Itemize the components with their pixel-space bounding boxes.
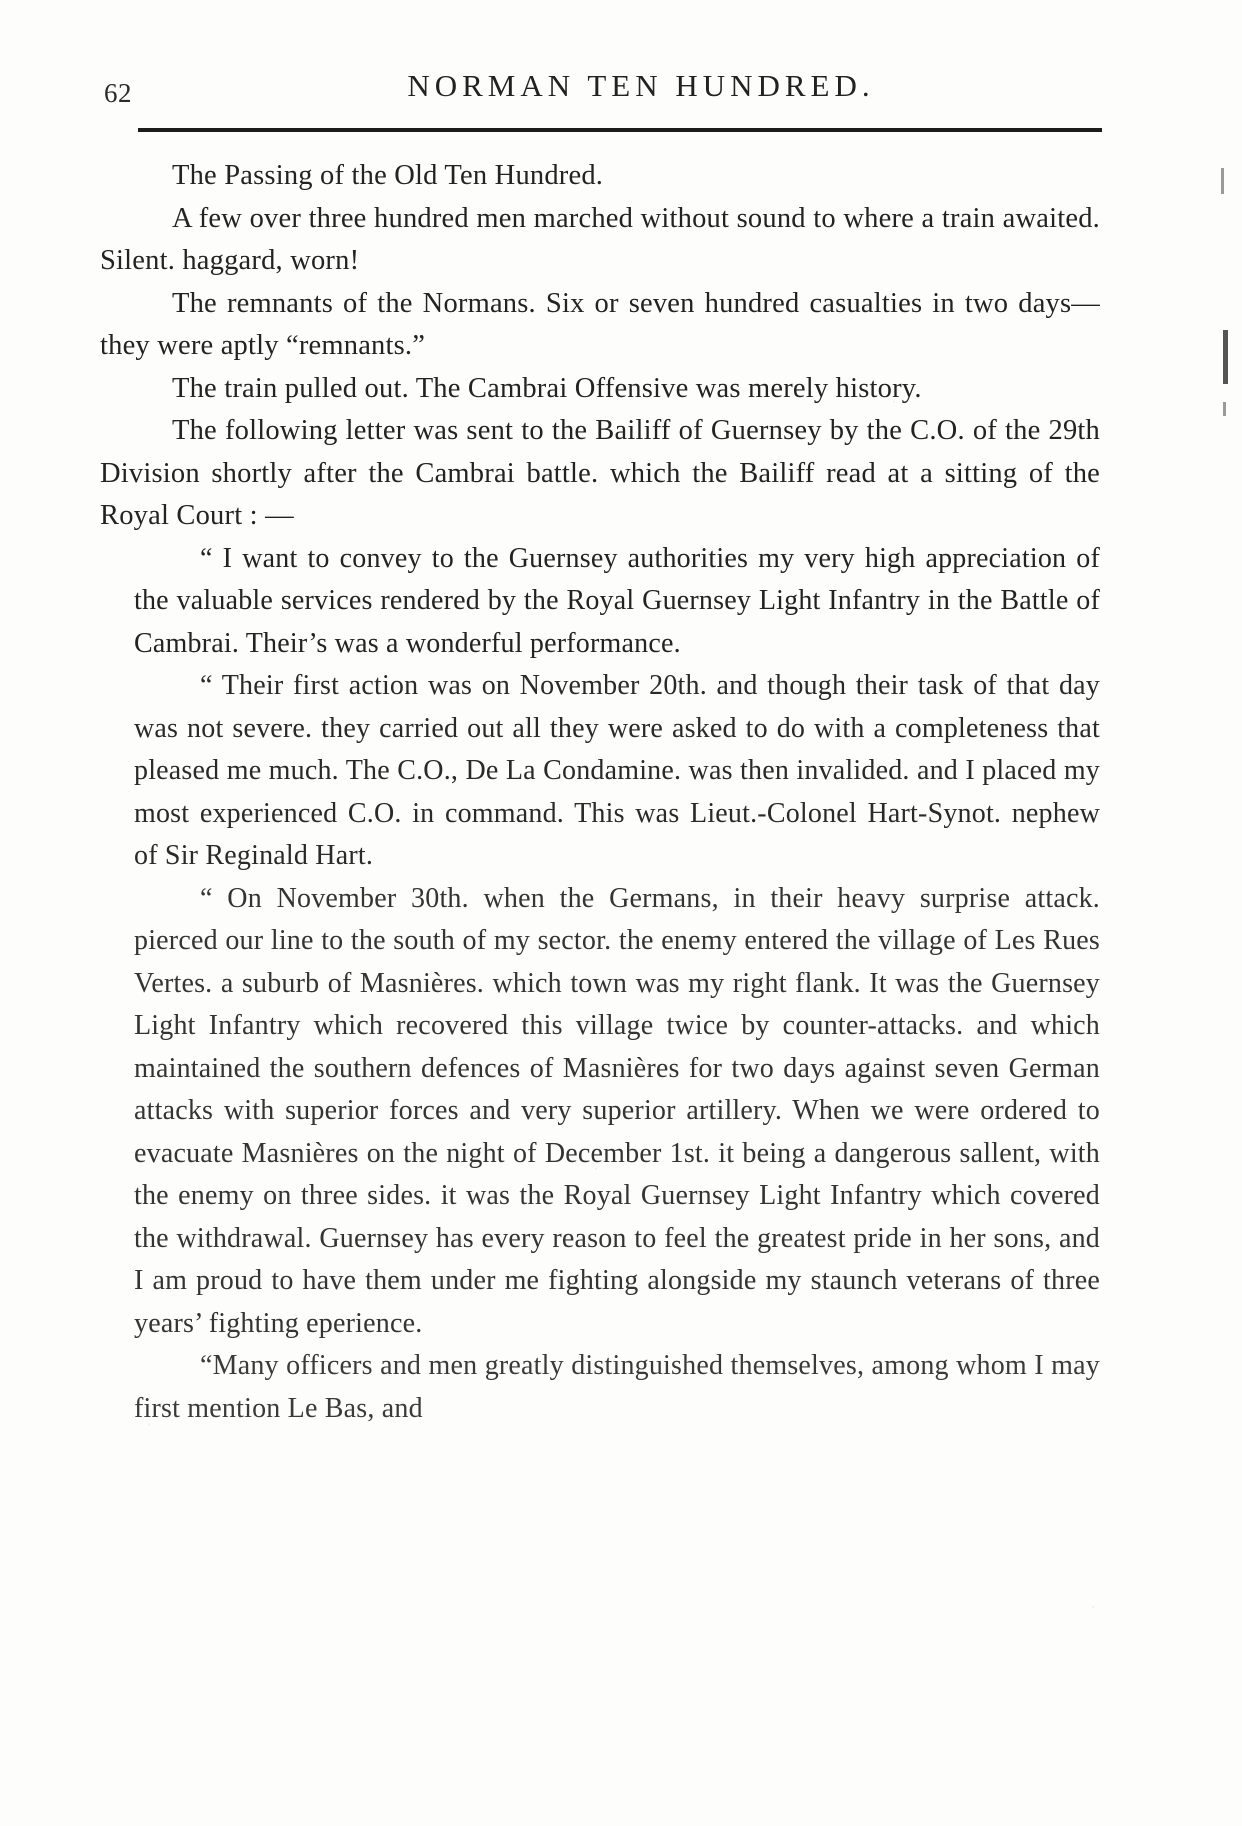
scan-artifact bbox=[1223, 402, 1226, 416]
quote-paragraph: “ Their first action was on November 20th. and though their task of that day was not severe. they carried out all they were asked to do with a completeness that pleased me much. The C.O., De La Condamine. was then invalided. and I placed my most experienced C.O. in command. This was Lieut.-Colonel Hart-Synot. nephew of Sir Reginald Hart. bbox=[134, 670, 1100, 871]
quote-paragraph: “ I want to convey to the Guernsey authorities my very high appreciation of the valuable services rendered by the Royal Guernsey Light Infantry in the Battle of Cambrai. Their’s was a wonderful performance. bbox=[134, 542, 1100, 659]
paragraph: The Passing of the Old Ten Hundred. bbox=[172, 160, 604, 191]
quote-paragraph: “ On November 30th. when the Germans, in their heavy surprise attack. pierced our line to the south of my sector. the enemy entered the village of Les Rues Vertes. a suburb of Masnières. which town was my right flank. It was the Guernsey Light Infantry which recovered this village twice by counter-attacks. and which maintained the southern defences of Masnières for two days against seven German attacks with superior forces and very superior artillery. When we were ordered to evacuate Masnières on the night of December 1st. it being a dangerous sallent, with the enemy on three sides. it was the Royal Guernsey Light Infantry which covered the withdrawal. Guernsey has every reason to feel the greatest pride in her sons, and I am proud to have them under me fighting alongside my staunch veterans of three years’ fighting eperience. bbox=[134, 882, 1100, 1339]
scan-artifact bbox=[1223, 330, 1228, 384]
page-body bbox=[100, 155, 1100, 1430]
page-header bbox=[0, 68, 1242, 116]
paragraph: The remnants of the Normans. Six or seven hundred casualties in two days—they were aptly “remnants.” bbox=[100, 287, 1100, 361]
paragraph: The following letter was sent to the Bailiff of Guernsey by the C.O. of the 29th Division shortly after the Cambrai battle. which the Bailiff read at a sitting of the Royal Court : — bbox=[100, 415, 1100, 531]
running-title: NORMAN TEN HUNDRED. bbox=[407, 68, 875, 103]
page-number: 62 bbox=[104, 78, 132, 108]
paragraph: The train pulled out. The Cambrai Offensive was merely history. bbox=[172, 372, 922, 404]
quote-paragraph: “Many officers and men greatly distinguished themselves, among whom I may first mention Le Bas, and bbox=[134, 1350, 1100, 1424]
paragraph: A few over three hundred men marched without sound to where a train awaited. Silent. haggard, worn! bbox=[100, 202, 1100, 276]
scan-artifact bbox=[1221, 168, 1224, 194]
header-rule bbox=[138, 128, 1102, 132]
quoted-letter bbox=[134, 538, 1100, 1431]
